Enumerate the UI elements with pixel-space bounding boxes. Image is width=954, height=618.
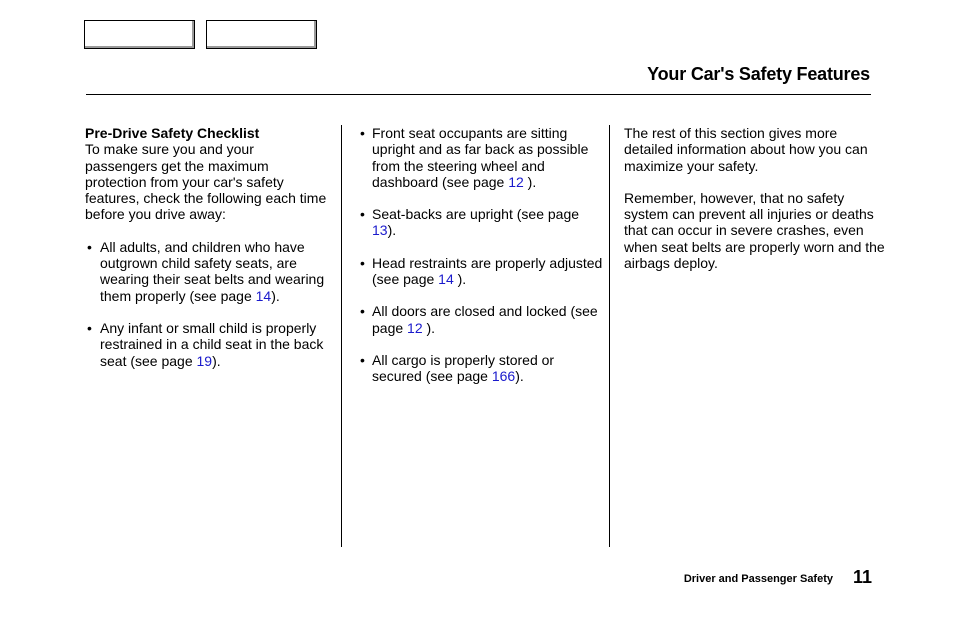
page-link[interactable]: 13 — [372, 222, 388, 239]
bullet-icon: • — [360, 351, 365, 368]
page-title: Your Car's Safety Features — [647, 64, 870, 84]
page-link[interactable]: 14 — [255, 287, 272, 304]
bullet-icon: • — [360, 254, 365, 271]
checklist-column-2 — [358, 125, 603, 401]
checklist-item: • All adults, and children who have outgrown child safety seats, are wearing their seat belts and wearing them properly (see page 14). — [87, 238, 325, 304]
checklist-item: • Head restraints are properly adjusted (see page 14 ). — [360, 254, 603, 288]
page-number: 11 — [852, 567, 872, 587]
checklist-item: • Front seat occupants are sitting upright and as far back as possible from the steering wheel and dashboard (see page 12 ). — [360, 125, 589, 190]
body-paragraph: The rest of this section gives more detailed information about how you can maximize your safety. — [624, 125, 868, 174]
page-link[interactable]: 14 — [438, 271, 454, 288]
checklist-item: • All doors are closed and locked (see page 12 ). — [360, 303, 598, 336]
body-paragraph: Remember, however, that no safety system can prevent all injuries or deaths that can occur in severe crashes, even when seat belts are properly worn and the airbags deploy. — [624, 189, 885, 272]
column-divider — [609, 125, 610, 547]
checklist-column-1 — [85, 125, 330, 385]
checklist-item: • Seat-backs are upright (see page 13). — [360, 206, 580, 239]
intro-paragraph: To make sure you and your passengers get the maximum protection from your car's safety features, check the following each time before you drive away: — [85, 141, 327, 223]
footer-section-name: Driver and Passenger Safety — [683, 573, 833, 585]
next-page-button[interactable] — [206, 20, 317, 49]
bullet-icon: • — [360, 206, 365, 223]
bullet-icon: • — [87, 319, 92, 336]
checklist — [358, 125, 603, 385]
previous-page-button[interactable] — [84, 20, 195, 49]
checklist-item: • All cargo is properly stored or secured (see page 166). — [360, 351, 555, 385]
checklist — [85, 239, 330, 369]
info-column — [624, 125, 886, 287]
bullet-icon: • — [87, 238, 92, 255]
bullet-icon: • — [360, 303, 365, 320]
page-link[interactable]: 19 — [196, 352, 213, 369]
page-link[interactable]: 166 — [491, 368, 516, 385]
checklist-item: • Any infant or small child is properly restrained in a child seat in the back seat (see page 19). — [87, 319, 324, 369]
page-link[interactable]: 12 — [508, 173, 524, 190]
bullet-icon: • — [360, 125, 365, 141]
section-subheading: Pre-Drive Safety Checklist — [85, 125, 260, 141]
header-rule — [86, 94, 871, 95]
column-divider — [341, 125, 342, 547]
page-link[interactable]: 12 — [407, 319, 423, 336]
